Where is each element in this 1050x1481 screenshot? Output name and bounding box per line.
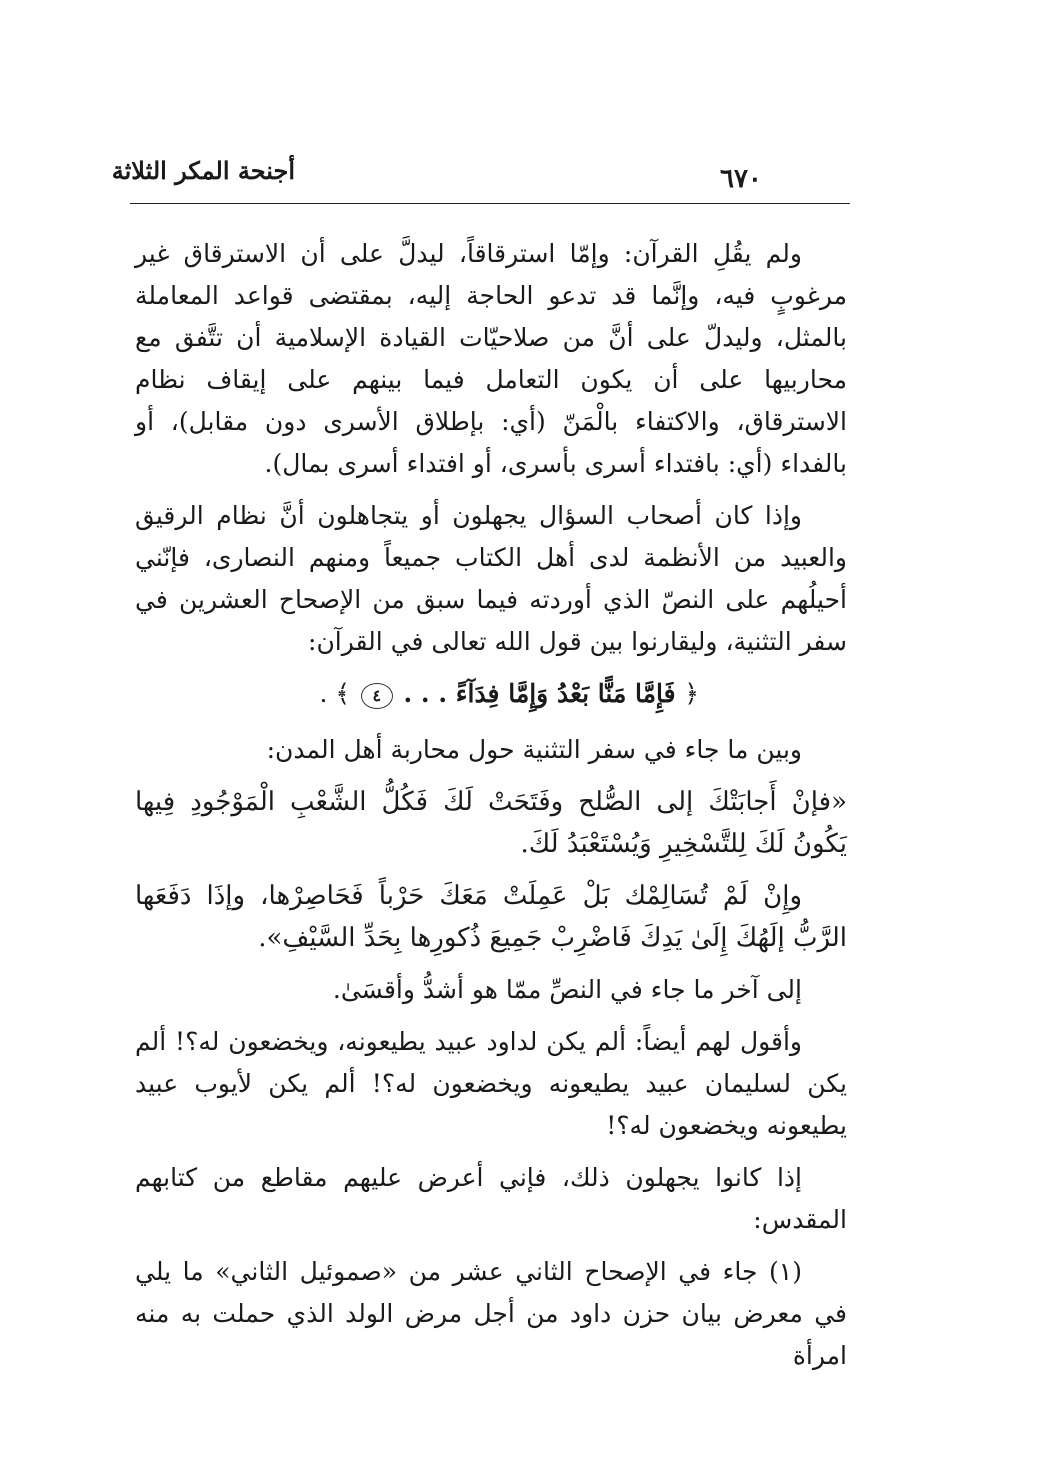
running-title: أجنحة المكر الثلاثة <box>111 156 295 185</box>
paragraph-5: وأقول لهم أيضاً: ألم يكن لداود عبيد يطيعونه، ويخضعون له؟! ألم يكن لسليمان عبيد يطيعونه ويخضعون له؟! ألم يكن لأيوب عبيد يطيعونه ويخضعون له؟! <box>135 1027 847 1140</box>
page-header <box>111 150 850 204</box>
biblical-quote-2: وإِنْ لَمْ تُسَالِمْك بَلْ عَمِلَتْ مَعَكَ حَرْباً فَحَاصِرْها، وإذَا دَفَعَها الرَّبُّ إلَهُكَ إِلَىٰ يَدِكَ فَاضْرِبْ جَمِيعَ ذُكورِها بِحَدِّ السَّيْفِ». <box>135 881 847 953</box>
paragraph-1: ولم يقُلِ القرآن: وإمّا استرقاقاً، ليدلَّ على أن الاسترقاق غير مرغوبٍ فيه، وإنَّما قد تدعو الحاجة إليه، بمقتضى قواعد المعاملة بالمثل، وليدلّ على أنَّ من صلاحيّات القيادة الإسلامية أن تتَّفق مع محاربيها على أن يكون التعامل فيما بينهم على إيقاف نظام الاسترقاق، والاكتفاء بالْمَنّ (أي: بإطلاق الأسرى دون مقابل)، أو بالفداء (أي: بافتداء أسرى بأسرى، أو افتداء أسرى بمال). <box>135 239 847 478</box>
quran-close-bracket: ﴾ . <box>319 679 351 708</box>
paragraph-2: وإذا كان أصحاب السؤال يجهلون أو يتجاهلون أنَّ نظام الرقيق والعبيد من الأنظمة لدى أهل الكتاب جميعاً ومنهم النصارى، فإنّني أحيلُهم على النصّ الذي أوردته فيما سبق من الإصحاح العشرين في سفر التثنية، وليقارنوا بين قول الله تعالى في القرآن: <box>135 501 847 656</box>
page-body <box>135 233 847 1387</box>
quran-verse-text: فَإِمَّا مَنًّا بَعْدُ وَإِمَّا فِدَآءً . . . <box>403 679 676 708</box>
header-rule <box>130 203 850 204</box>
paragraph-3: وبين ما جاء في سفر التثنية حول محاربة أهل المدن: <box>266 735 802 764</box>
page-number: ٦٧٠ <box>720 164 762 194</box>
paragraph-4: إلى آخر ما جاء في النصِّ ممّا هو أشدُّ وأقسَىٰ. <box>332 975 802 1004</box>
quran-verse <box>135 673 847 715</box>
ayah-number-mark: ٤ <box>361 683 393 709</box>
paragraph-7: (١) جاء في الإصحاح الثاني عشر من «صموئيل الثاني» ما يلي في معرض بيان حزن داود من أجل مرض الولد الذي حملت به منه امرأة <box>135 1257 847 1370</box>
paragraph-6: إذا كانوا يجهلون ذلك، فإني أعرض عليهم مقاطع من كتابهم المقدس: <box>135 1163 847 1234</box>
quran-open-bracket: ﴿ <box>684 679 699 708</box>
biblical-quote-1: «فإنْ أَجابَتْكَ إلى الصُّلح وفَتَحَتْ لَكَ فَكُلُّ الشَّعْبِ الْمَوْجُودِ فِيها يَكُونُ لَكَ لِلتَّسْخِيرِ وَيُسْتَعْبَدُ لَكَ. <box>135 787 847 859</box>
